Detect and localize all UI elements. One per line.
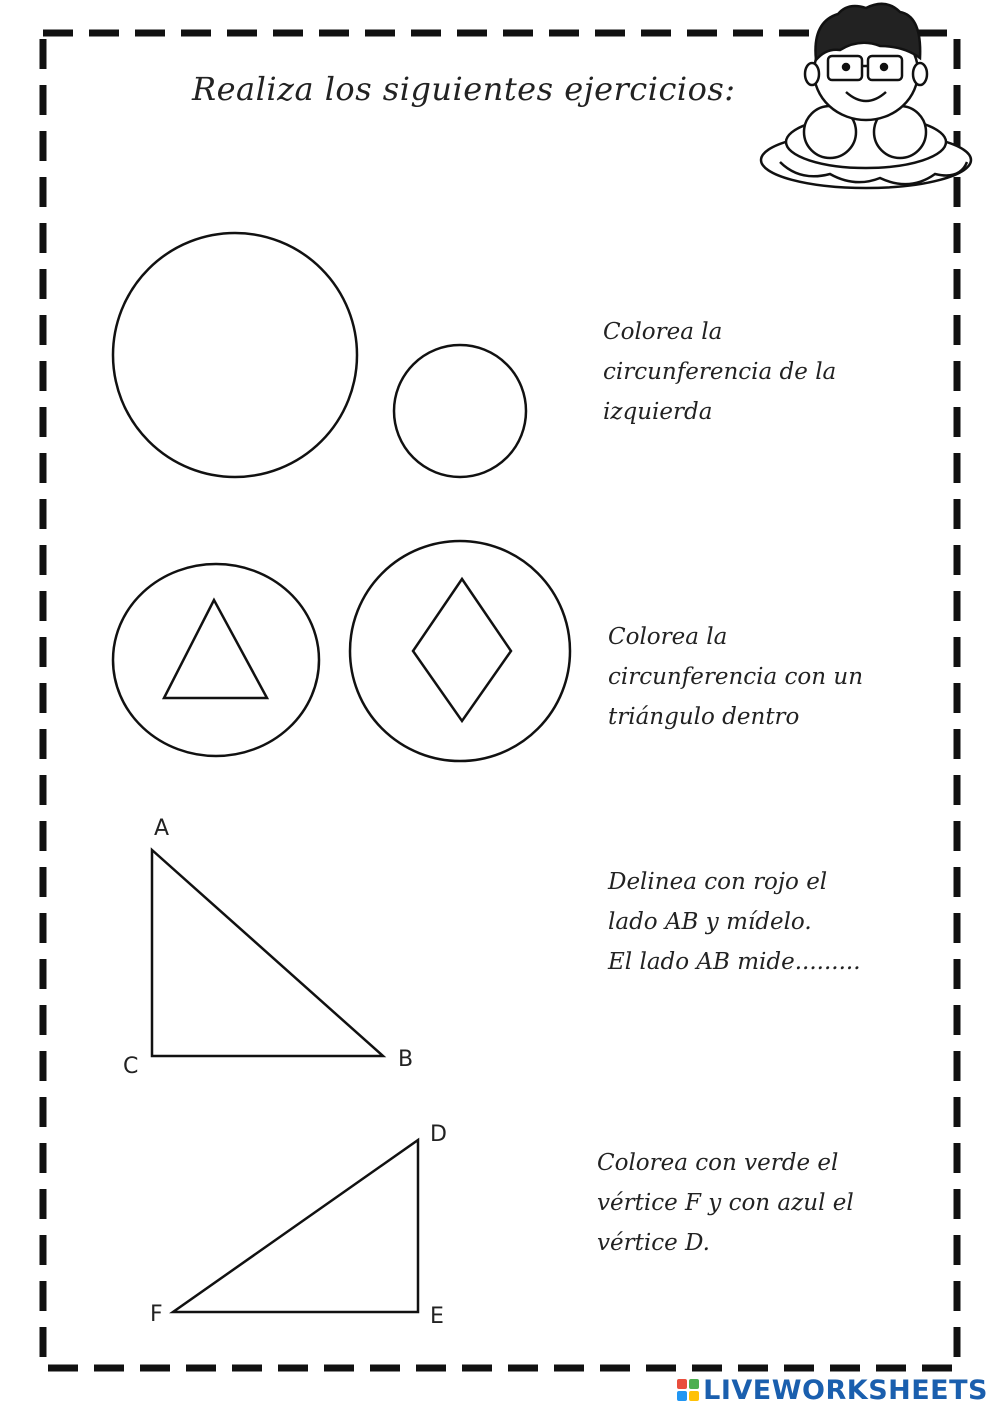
exercise-2-instruction (608, 617, 928, 737)
instruction-line: Colorea la (603, 319, 723, 345)
logo-tile (689, 1391, 699, 1401)
instruction-line: lado AB y mídelo. (608, 909, 812, 935)
instruction-line: circunferencia de la (603, 359, 837, 385)
exercise-4-instruction (597, 1143, 917, 1263)
vertex-label-e: E (430, 1304, 444, 1329)
instruction-line: vértice D. (597, 1230, 710, 1256)
inner-rhombus (413, 579, 511, 721)
instruction-line: circunferencia con un (608, 664, 864, 690)
logo-tile (677, 1391, 687, 1401)
instruction-line: triángulo dentro (608, 704, 800, 730)
instruction-line: El lado AB mide......... (608, 949, 861, 975)
triangle-def (173, 1140, 418, 1312)
instruction-line: izquierda (603, 399, 713, 425)
vertex-label-f: F (150, 1302, 163, 1327)
instruction-line: Colorea la (608, 624, 728, 650)
small-circle (394, 345, 526, 477)
liveworksheets-logo-icon (677, 1379, 699, 1401)
liveworksheets-link[interactable] (677, 1370, 988, 1410)
brand-name: LIVEWORKSHEETS (703, 1374, 988, 1406)
instruction-line: vértice F y con azul el (597, 1190, 854, 1216)
vertex-label-b: B (398, 1047, 414, 1072)
exercise-3-instruction (608, 862, 928, 982)
big-circle (113, 233, 357, 477)
vertex-label-d: D (430, 1122, 447, 1147)
vertex-label-c: C (123, 1054, 139, 1079)
circle-with-triangle (113, 564, 319, 756)
instruction-line: Colorea con verde el (597, 1150, 839, 1176)
exercise-1-instruction (603, 312, 923, 432)
logo-tile (689, 1379, 699, 1389)
vertex-label-a: A (154, 816, 170, 841)
logo-tile (677, 1379, 687, 1389)
worksheet-title: Realiza los siguientes ejercicios: (192, 70, 736, 108)
circle-with-rhombus (350, 541, 570, 761)
instruction-line: Delinea con rojo el (608, 869, 828, 895)
inner-triangle (164, 600, 267, 698)
triangle-abc (152, 850, 383, 1056)
